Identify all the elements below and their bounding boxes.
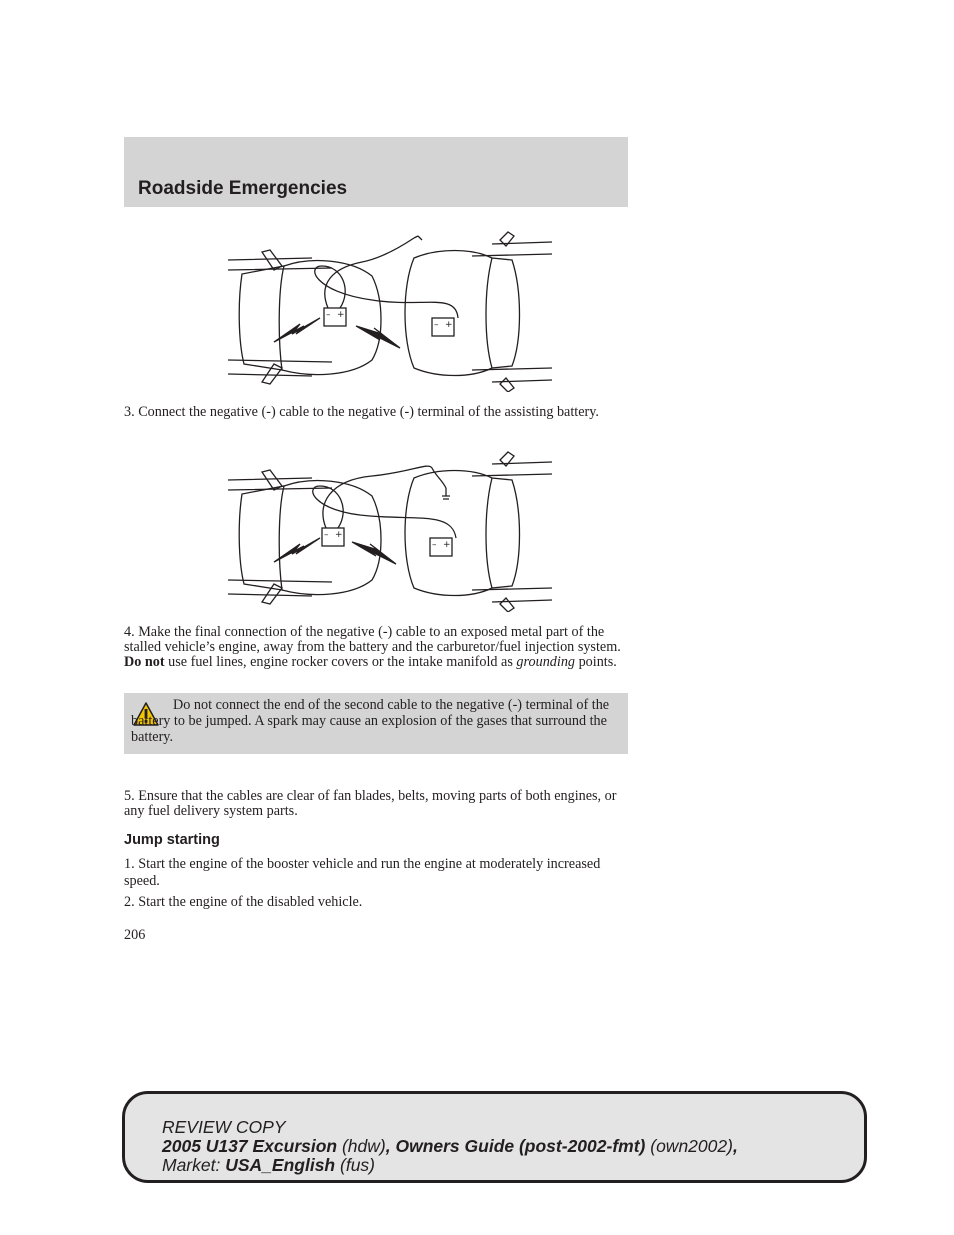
review-copy-label: REVIEW COPY bbox=[162, 1117, 286, 1137]
jump-starting-heading: Jump starting bbox=[124, 832, 220, 848]
guide-comma: , bbox=[732, 1136, 738, 1156]
battery-minus-label: – bbox=[434, 320, 439, 330]
review-copy-text bbox=[162, 1118, 738, 1175]
battery-plus-label: + bbox=[337, 310, 345, 320]
section-title: Roadside Emergencies bbox=[138, 178, 348, 199]
jump-step-1-text: 1. Start the engine of the booster vehicle and run the engine at moderately increased speed. bbox=[124, 856, 601, 889]
step-4-main: 4. Make the final connection of the negative (-) cable to an exposed metal part of the stalled vehicle’s engine, away from the battery and the carburetor/fuel injection system. bbox=[124, 624, 621, 655]
battery-plus-label: + bbox=[445, 320, 453, 330]
review-copy-footer bbox=[122, 1091, 867, 1183]
guide-code: (own2002) bbox=[650, 1136, 733, 1156]
vehicle-model-code: (hdw) bbox=[341, 1136, 386, 1156]
battery-plus-label: + bbox=[443, 540, 451, 550]
battery-minus-label: – bbox=[432, 540, 437, 550]
guide-title: , Owners Guide (post-2002-fmt) bbox=[385, 1136, 646, 1156]
battery-minus-label: – bbox=[326, 310, 331, 320]
vehicle-model: 2005 U137 Excursion bbox=[162, 1136, 338, 1156]
market-label: Market: bbox=[162, 1155, 221, 1175]
step-4-end: points. bbox=[578, 654, 617, 670]
step-4-continuation: use fuel lines, engine rocker covers or the intake manifold as bbox=[168, 654, 513, 670]
section-header bbox=[124, 137, 628, 207]
step-4-italic-term: grounding bbox=[516, 654, 576, 670]
battery-plus-label: + bbox=[335, 530, 343, 540]
warning-box bbox=[124, 693, 628, 754]
jump-step-2-text: 2. Start the engine of the disabled vehicle. bbox=[124, 894, 363, 910]
jump-start-diagram-step3 bbox=[222, 230, 556, 392]
page-number: 206 bbox=[124, 927, 146, 943]
step-4-emphasis: Do not bbox=[124, 654, 165, 670]
warning-text: Do not connect the end of the second cable to the negative (-) terminal of the battery to be jumped. A spark may cause an explosion of the gases that surround the battery. bbox=[131, 697, 610, 745]
market-value: USA_English bbox=[225, 1155, 336, 1175]
jump-start-diagram-step4 bbox=[222, 450, 556, 612]
battery-minus-label: – bbox=[324, 530, 329, 540]
market-code: (fus) bbox=[340, 1155, 375, 1175]
step-3-text: 3. Connect the negative (-) cable to the negative (-) terminal of the assisting battery. bbox=[124, 404, 599, 420]
step-5-text: 5. Ensure that the cables are clear of fan blades, belts, moving parts of both engines, or any fuel delivery system parts. bbox=[124, 788, 617, 819]
step-4-text bbox=[124, 625, 628, 670]
